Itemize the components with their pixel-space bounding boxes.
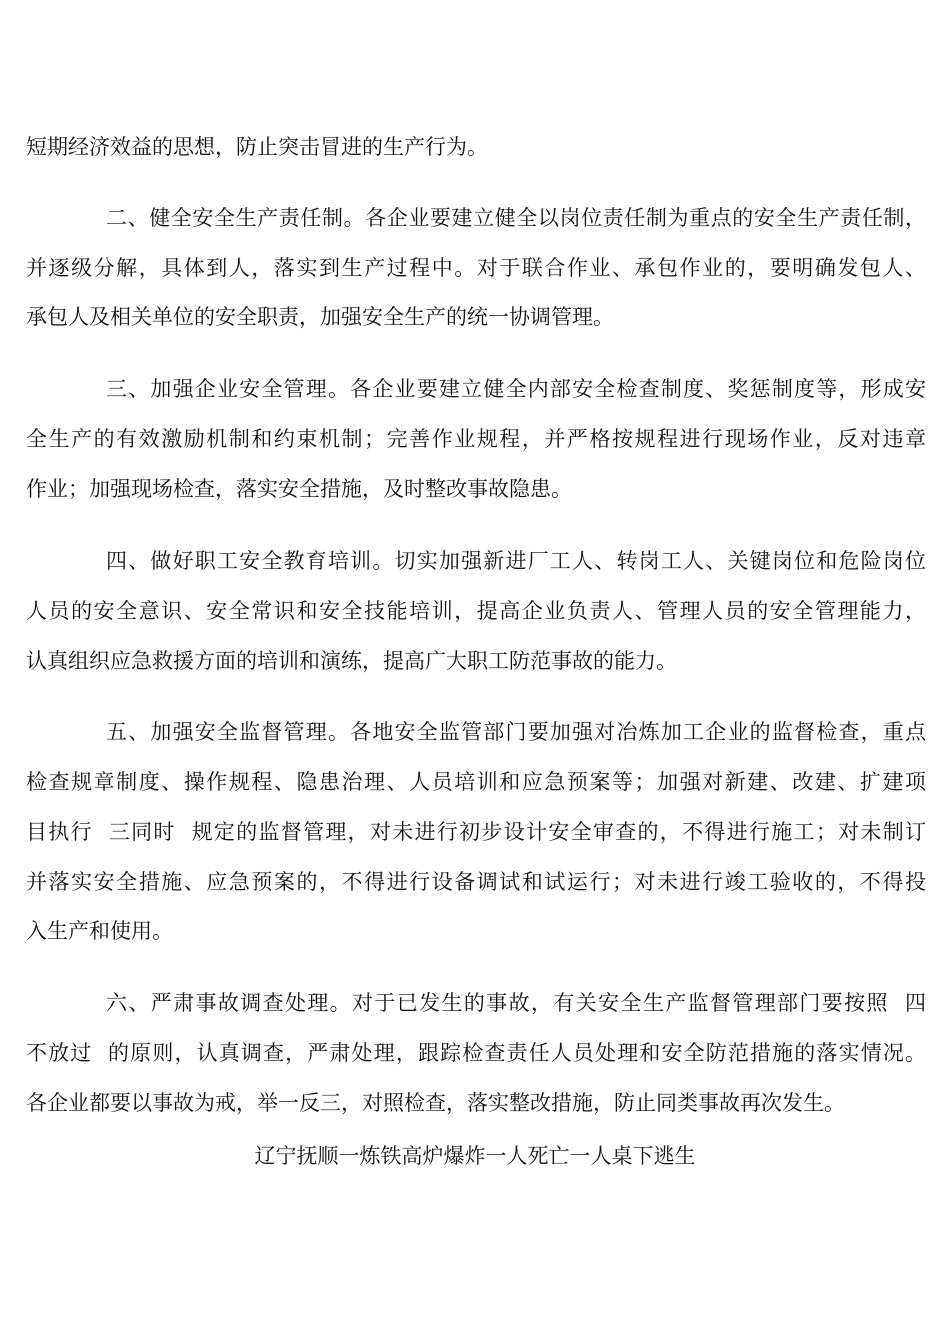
paragraph-3-line-2: 全生产的有效激励机制和约束机制；完善作业规程，并严格按规程进行现场作业，反对违章: [26, 427, 926, 451]
paragraph-5-line-2: 检查规章制度、操作规程、隐患治理、人员培训和应急预案等；加强对新建、改建、扩建项: [26, 770, 926, 794]
paragraph-4-line-3: 认真组织应急救援方面的培训和演练，提高广大职工防范事故的能力。: [26, 649, 677, 673]
paragraph-2-line-3: 承包人及相关单位的安全职责，加强安全生产的统一协调管理。: [26, 305, 614, 329]
paragraph-2-line-1: 二、健全安全生产责任制。各企业要建立健全以岗位责任制为重点的安全生产责任制，: [106, 206, 926, 230]
paragraph-5-line-4: 并落实安全措施、应急预案的，不得进行设备调试和试运行；对未进行竣工验收的，不得投: [26, 870, 926, 894]
paragraph-5-line-5: 入生产和使用。: [26, 919, 173, 943]
section-title: 辽宁抚顺一炼铁高炉爆炸一人死亡一人桌下逃生: [254, 1144, 696, 1168]
paragraph-4-line-2: 人员的安全意识、安全常识和安全技能培训，提高企业负责人、管理人员的安全管理能力，: [26, 599, 926, 623]
paragraph-5-line-3: 目执行 三同时 规定的监督管理，对未进行初步设计安全审查的，不得进行施工；对未制订: [26, 820, 926, 844]
paragraph-3-line-3: 作业；加强现场检查，落实安全措施，及时整改事故隐患。: [26, 477, 572, 501]
paragraph-3-line-1: 三、加强企业安全管理。各企业要建立健全内部安全检查制度、奖惩制度等，形成安: [106, 377, 926, 401]
paragraph-6-line-3: 各企业都要以事故为戒，举一反三，对照检查，落实整改措施，防止同类事故再次发生。: [26, 1091, 845, 1115]
paragraph-4-line-1: 四、做好职工安全教育培训。切实加强新进厂工人、转岗工人、关键岗位和危险岗位: [106, 549, 926, 573]
paragraph-6-line-2: 不放过 的原则，认真调查，严肃处理，跟踪检查责任人员处理和安全防范措施的落实情况。: [26, 1041, 926, 1065]
paragraph-5-line-1: 五、加强安全监督管理。各地安全监管部门要加强对冶炼加工企业的监督检查，重点: [106, 720, 926, 744]
paragraph-6-line-1: 六、严肃事故调查处理。对于已发生的事故，有关安全生产监督管理部门要按照 四: [106, 991, 926, 1015]
paragraph-1-line-1: 短期经济效益的思想，防止突击冒进的生产行为。: [26, 135, 488, 159]
paragraph-2-line-2: 并逐级分解，具体到人，落实到生产过程中。对于联合作业、承包作业的，要明确发包人、: [26, 256, 926, 280]
